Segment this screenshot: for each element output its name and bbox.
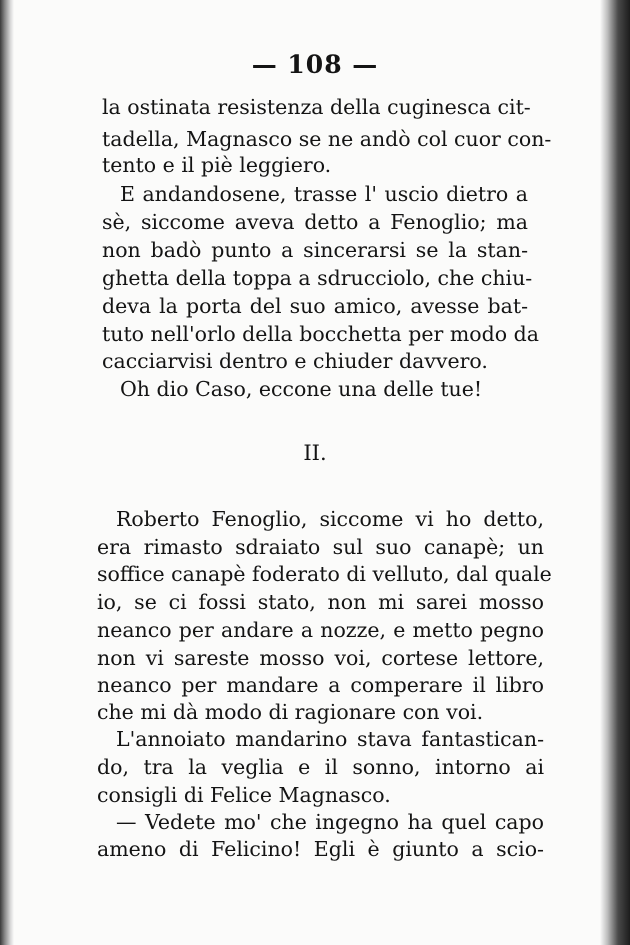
text-line: ghetta della toppa a sdrucciolo, che chiu-	[102, 266, 533, 290]
section-heading: II.	[303, 441, 327, 465]
text-line: tento e il piè leggiero.	[102, 153, 332, 177]
text-line: E andandosene, trasse l' uscio dietro a	[120, 182, 528, 206]
text-line: tuto nell'orlo della bocchetta per modo da	[102, 322, 539, 346]
text-line: tadella, Magnasco se ne andò col cuor con-	[102, 127, 552, 151]
text-line: non badò punto a sincerarsi se la stan-	[102, 238, 528, 262]
text-line: Roberto Fenoglio, siccome vi ho detto,	[116, 507, 544, 531]
text-line: — Vedete mo' che ingegno ha quel capo	[116, 810, 544, 834]
text-line: deva la porta del suo amico, avesse bat-	[102, 294, 528, 318]
text-line: era rimasto sdraiato sul suo canapè; un	[97, 535, 544, 559]
text-line: neanco per andare a nozze, e metto pegno	[97, 618, 544, 642]
text-line: che mi dà modo di ragionare con voi.	[97, 700, 484, 724]
text-line: non vi sareste mosso voi, cortese lettore,	[97, 646, 544, 670]
text-line: consigli di Felice Magnasco.	[97, 783, 391, 807]
text-line: cacciarvisi dentro e chiuder davvero.	[102, 349, 488, 373]
text-line: do, tra la veglia e il sonno, intorno ai	[97, 755, 544, 779]
text-line: ameno di Felicino! Egli è giunto a scio-	[97, 837, 544, 861]
text-line: L'annoiato mandarino stava fantastican-	[116, 727, 544, 751]
text-line: la ostinata resistenza della cuginesca cit-	[102, 95, 531, 119]
binding-shadow	[0, 0, 14, 945]
text-line: sè, siccome aveva detto a Fenoglio; ma	[102, 210, 528, 234]
text-line: io, se ci fossi stato, non mi sarei mosso	[97, 590, 544, 614]
page-edge-shadow	[600, 0, 630, 945]
text-line: soffice canapè foderato di velluto, dal quale	[97, 562, 552, 586]
text-line: neanco per mandare a comperare il libro	[97, 673, 544, 697]
text-line: Oh dio Caso, eccone una delle tue!	[120, 377, 483, 401]
page-number-header: — 108 —	[251, 50, 379, 79]
